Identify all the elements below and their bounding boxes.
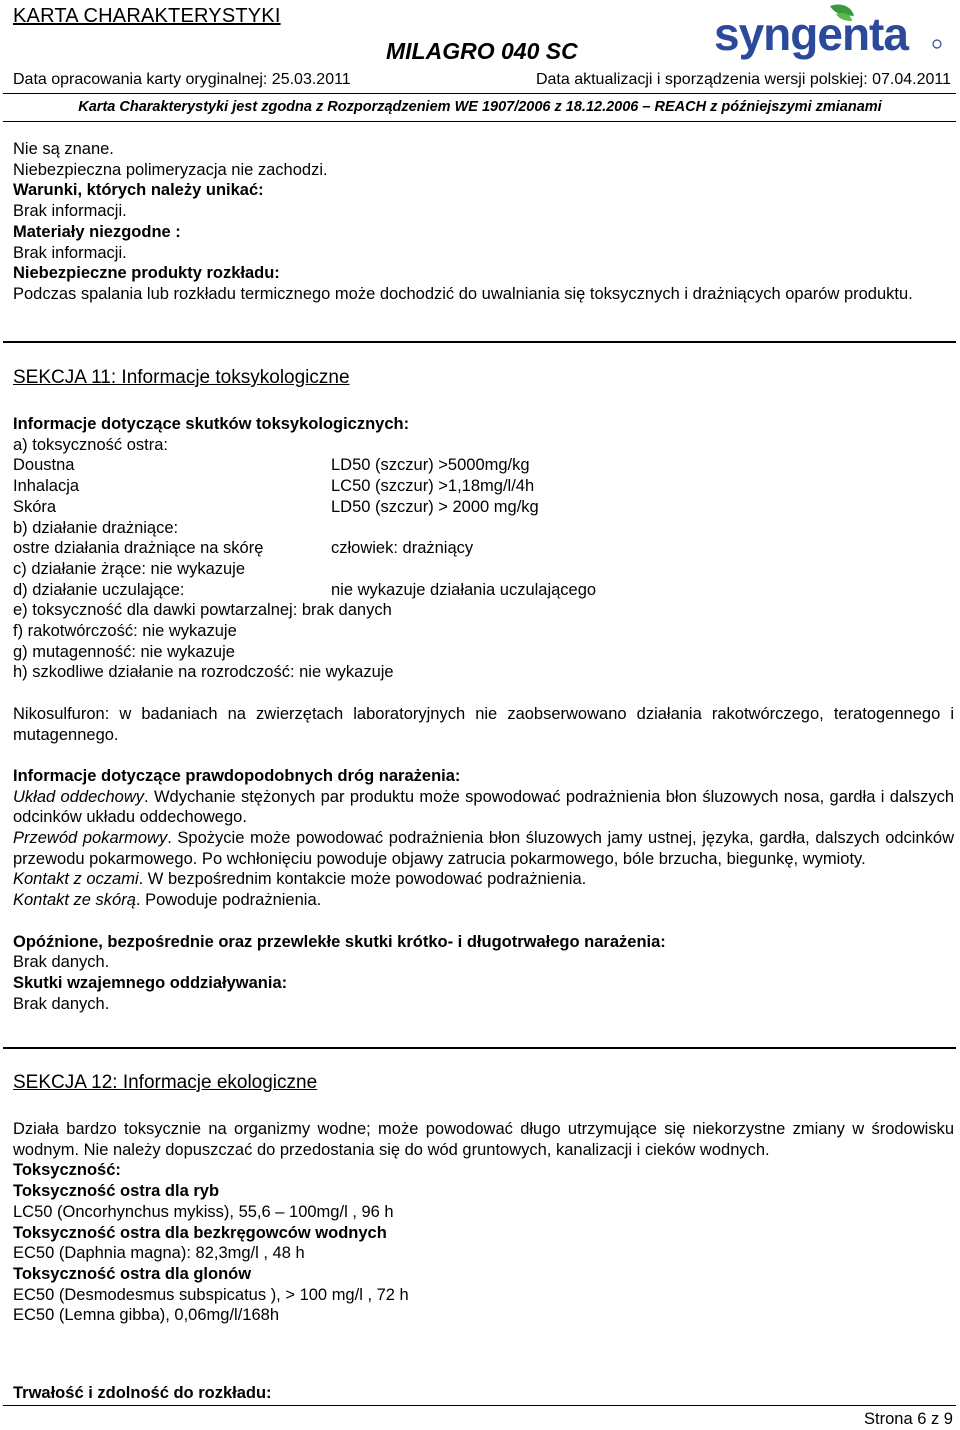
- text-line: LC50 (Oncorhynchus mykiss), 55,6 – 100mg/l , 96 h: [13, 1202, 394, 1221]
- route-eyes: Kontakt z oczami. W bezpośrednim kontakcie może powodować podrażnienia.: [13, 870, 587, 889]
- subheading: Skutki wzajemnego oddziaływania:: [13, 973, 288, 992]
- page-number: Strona 6 z 9: [864, 1410, 953, 1428]
- text-line: Brak danych.: [13, 953, 110, 972]
- text-line: e) toksyczność dla dawki powtarzalnej: brak danych: [13, 601, 392, 620]
- section-12-title: SEKCJA 12: Informacje ekologiczne: [13, 1072, 318, 1093]
- subheading: Toksyczność ostra dla glonów: [13, 1264, 252, 1283]
- tox-row-oral: [13, 455, 954, 476]
- subheading: Toksyczność ostra dla bezkręgowców wodnych: [13, 1223, 387, 1242]
- irritation-label: ostre działania drażniące na skórę: [13, 539, 264, 558]
- text-line: Niebezpieczna polimeryzacja nie zachodzi.: [13, 160, 328, 179]
- tox-value: LD50 (szczur) >5000mg/kg: [331, 456, 530, 475]
- brand-wordmark: syngenta: [714, 8, 908, 60]
- header-divider-2: [3, 121, 956, 122]
- text-line: EC50 (Lemna gibba), 0,06mg/l/168h: [13, 1306, 279, 1325]
- section-10-continuation: [13, 139, 954, 305]
- tox-row-skin: [13, 497, 954, 518]
- text-line: h) szkodliwe działanie na rozrodczość: nie wykazuje: [13, 663, 394, 682]
- subheading: Informacje dotyczące skutków toksykologicznych:: [13, 415, 410, 433]
- text-line: EC50 (Daphnia magna): 82,3mg/l , 48 h: [13, 1244, 305, 1263]
- route-respiratory: Układ oddechowy. Wdychanie stężonych par produktu może spowodować podrażnienia błon śluzowych nosa, gardła i dalszych odcinków układu oddechowego.: [13, 787, 954, 827]
- text-line: Brak danych.: [13, 994, 110, 1013]
- tox-value: LC50 (szczur) >1,18mg/l/4h: [331, 477, 535, 496]
- route-digestive: Przewód pokarmowy. Spożycie może powodować podrażnienia błon śluzowych jamy ustnej, języka, gardła, dalszych odcinków przewodu pokarmowego. Po wchłonięciu powoduje objawy zatrucia pokarmowego, bóle brzucha, biegunkę, wymioty.: [13, 829, 954, 868]
- irritation-value: człowiek: drażniący: [331, 539, 474, 558]
- irritation-row: [13, 538, 954, 559]
- subheading: Materiały niezgodne :: [13, 222, 181, 241]
- section-divider: [3, 341, 956, 343]
- subheading: Opóźnione, bezpośrednie oraz przewlekłe skutki krótko- i długotrwałego narażenia:: [13, 932, 666, 951]
- sensitization-value: nie wykazuje działania uczulającego: [331, 580, 597, 599]
- section-11-title: SEKCJA 11: Informacje toksykologiczne: [13, 367, 350, 388]
- paragraph: Podczas spalania lub rozkładu termicznego może dochodzić do uwalniania się toksycznych i drażniących oparów produktu.: [13, 284, 913, 303]
- sensitization-row: [13, 580, 954, 601]
- subheading: Informacje dotyczące prawdopodobnych dróg narażenia:: [13, 766, 461, 785]
- subheading: Toksyczność:: [13, 1161, 121, 1180]
- tox-row-inhalation: [13, 476, 954, 497]
- syngenta-logo: [712, 2, 944, 68]
- paragraph: Działa bardzo toksycznie na organizmy wodne; może powodować długo utrzymujące się niekorzystne zmiany w środowisku wodnym. Nie należy dopuszczać do przedostania się do wód gruntowych, kanalizacji i cieków wodnych.: [13, 1120, 954, 1159]
- section-12: [13, 1070, 954, 1326]
- update-date: Data aktualizacji i sporządzenia wersji polskiej: 07.04.2011: [535, 71, 951, 88]
- footer-divider: [3, 1405, 956, 1406]
- section-11: [13, 365, 954, 1014]
- text-line: f) rakotwórczość: nie wykazuje: [13, 622, 237, 641]
- section-divider: [3, 1047, 956, 1049]
- route-skin: Kontakt ze skórą. Powoduje podrażnienia.: [13, 891, 322, 910]
- text-line: g) mutagenność: nie wykazuje: [13, 642, 235, 661]
- tox-route: Skóra: [13, 497, 57, 516]
- text-line: c) działanie żrące: nie wykazuje: [13, 559, 246, 578]
- subheading: Niebezpieczne produkty rozkładu:: [13, 264, 280, 283]
- text-line: b) działanie drażniące:: [13, 518, 179, 537]
- text-line: Nie są znane.: [13, 140, 114, 158]
- tox-route: Inhalacja: [13, 477, 80, 496]
- text-line: Brak informacji.: [13, 202, 127, 221]
- subheading: Warunki, których należy unikać:: [13, 181, 264, 200]
- regulation-note: Karta Charakterystyki jest zgodna z Rozporządzeniem WE 1907/2006 z 18.12.2006 – REACH z późniejszymi zmianami: [78, 99, 882, 115]
- text-line: Brak informacji.: [13, 243, 127, 262]
- header-divider-1: [3, 93, 956, 94]
- paragraph: Nikosulfuron: w badaniach na zwierzętach laboratoryjnych nie zaobserwowano działania rakotwórczego, teratogennego i mutagennego.: [13, 704, 954, 744]
- tox-value: LD50 (szczur) > 2000 mg/kg: [331, 497, 539, 516]
- text-line: EC50 (Desmodesmus subspicatus ), > 100 mg/l , 72 h: [13, 1285, 409, 1304]
- original-date: Data opracowania karty oryginalnej: 25.03.2011: [13, 71, 351, 88]
- subheading: Trwałość i zdolność do rozkładu:: [13, 1384, 272, 1402]
- tox-route: Doustna: [13, 456, 75, 475]
- sensitization-label: d) działanie uczulające:: [13, 580, 185, 599]
- text-line: a) toksyczność ostra:: [13, 435, 168, 454]
- subheading: Toksyczność ostra dla ryb: [13, 1182, 220, 1201]
- document-title: KARTA CHARAKTERYSTYKI: [13, 5, 281, 27]
- product-name: MILAGRO 040 SC: [386, 38, 578, 64]
